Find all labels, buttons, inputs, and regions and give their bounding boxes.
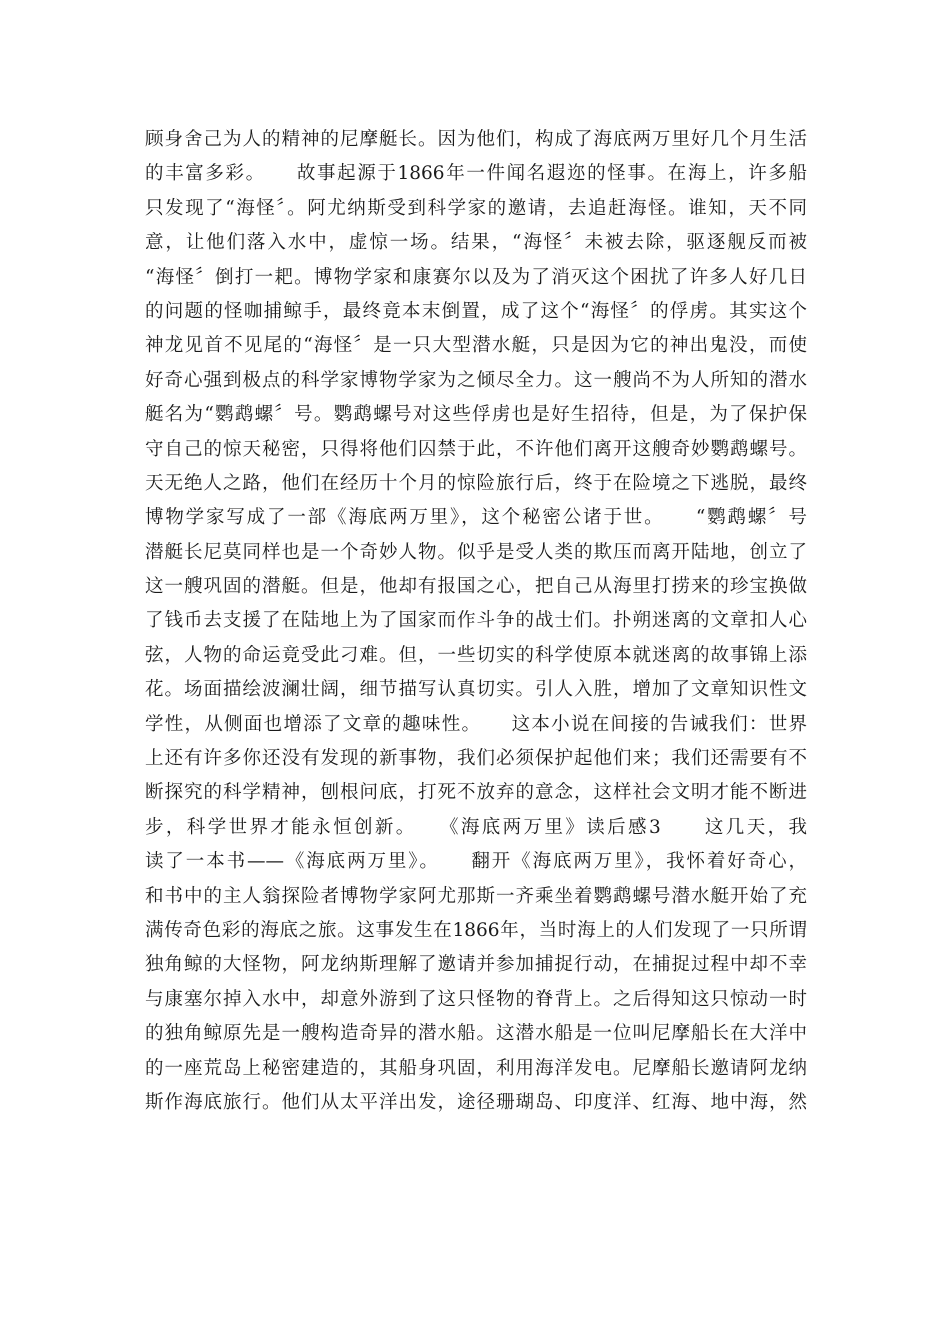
text-line: 艇名为“鹦鹉螺〞号。鹦鹉螺号对这些俘虏也是好生招待，但是，为了保护保 — [145, 404, 807, 426]
text-line: 断探究的科学精神，刨根问底，打死不放弃的意念，这样社会文明才能不断进 — [145, 782, 807, 804]
text-line: 这一艘巩固的潜艇。但是，他却有报国之心，把自己从海里打捞来的珍宝换做 — [145, 576, 807, 598]
text-line: 潜艇长尼莫同样也是一个奇妙人物。似乎是受人类的欺压而离开陆地，创立了 — [145, 541, 807, 563]
text-line: 意，让他们落入水中，虚惊一场。结果，“海怪〞未被去除，驱逐舰反而被 — [145, 232, 807, 254]
text-line: 满传奇色彩的海底之旅。这事发生在1866年，当时海上的人们发现了一只所谓 — [145, 919, 807, 941]
text-line: 守自己的惊天秘密，只得将他们囚禁于此，不许他们离开这艘奇妙鹦鹉螺号。 — [145, 438, 807, 460]
text-line: 斯作海底旅行。他们从太平洋出发，途径珊瑚岛、印度洋、红海、地中海，然 — [145, 1091, 807, 1113]
text-line: 好奇心强到极点的科学家博物学家为之倾尽全力。这一艘尚不为人所知的潜水 — [145, 369, 807, 391]
text-line: 神龙见首不见尾的“海怪〞是一只大型潜水艇，只是因为它的神出鬼没，而使 — [145, 335, 807, 357]
text-line: 读了一本书——《海底两万里》。 翻开《海底两万里》，我怀着好奇心， — [145, 851, 807, 873]
text-line: 和书中的主人翁探险者博物学家阿尤那斯一齐乘坐着鹦鹉螺号潜水艇开始了充 — [145, 885, 807, 907]
text-line: 花。场面描绘波澜壮阔，细节描写认真切实。引人入胜，增加了文章知识性文 — [145, 679, 807, 701]
text-line: 了钱币去支援了在陆地上为了国家而作斗争的战士们。扑朔迷离的文章扣人心 — [145, 610, 807, 632]
text-line: 顾身舍己为人的精神的尼摩艇长。因为他们，构成了海底两万里好几个月生活 — [145, 129, 807, 150]
text-line: 的问题的怪咖捕鲸手，最终竟本末倒置，成了这个“海怪〞的俘虏。其实这个 — [145, 300, 807, 322]
body-text — [145, 123, 807, 1120]
text-line: 天无绝人之路，他们在经历十个月的惊险旅行后，终于在险境之下逃脱，最终 — [145, 472, 807, 494]
text-line: 与康塞尔掉入水中，却意外游到了这只怪物的脊背上。之后得知这只惊动一时 — [145, 988, 807, 1010]
text-line: 的丰富多彩。 故事起源于1866年一件闻名遐迩的怪事。在海上，许多船 — [145, 163, 807, 185]
text-line: 步，科学世界才能永恒创新。 《海底两万里》读后感3 这几天，我 — [145, 816, 807, 838]
text-line: “海怪〞倒打一耙。博物学家和康赛尔以及为了消灭这个困扰了许多人好几日 — [145, 266, 807, 288]
text-line: 学性，从侧面也增添了文章的趣味性。 这本小说在间接的告诫我们：世界 — [145, 713, 807, 735]
text-line: 的一座荒岛上秘密建造的，其船身巩固，利用海洋发电。尼摩船长邀请阿龙纳 — [145, 1057, 807, 1079]
text-line: 只发现了“海怪〞。阿尤纳斯受到科学家的邀请，去追赶海怪。谁知，天不同 — [145, 197, 807, 219]
text-line: 弦，人物的命运竟受此刁难。但，一些切实的科学使原本就迷离的故事锦上添 — [145, 644, 807, 666]
text-line: 博物学家写成了一部《海底两万里》，这个秘密公诸于世。 “鹦鹉螺〞号 — [145, 507, 807, 529]
text-line: 独角鲸的大怪物，阿龙纳斯理解了邀请并参加捕捉行动，在捕捉过程中却不幸 — [145, 954, 807, 976]
text-line: 的独角鲸原先是一艘构造奇异的潜水船。这潜水船是一位叫尼摩船长在大洋中 — [145, 1023, 807, 1045]
text-line: 上还有许多你还没有发现的新事物，我们必须保护起他们来；我们还需要有不 — [145, 748, 807, 770]
